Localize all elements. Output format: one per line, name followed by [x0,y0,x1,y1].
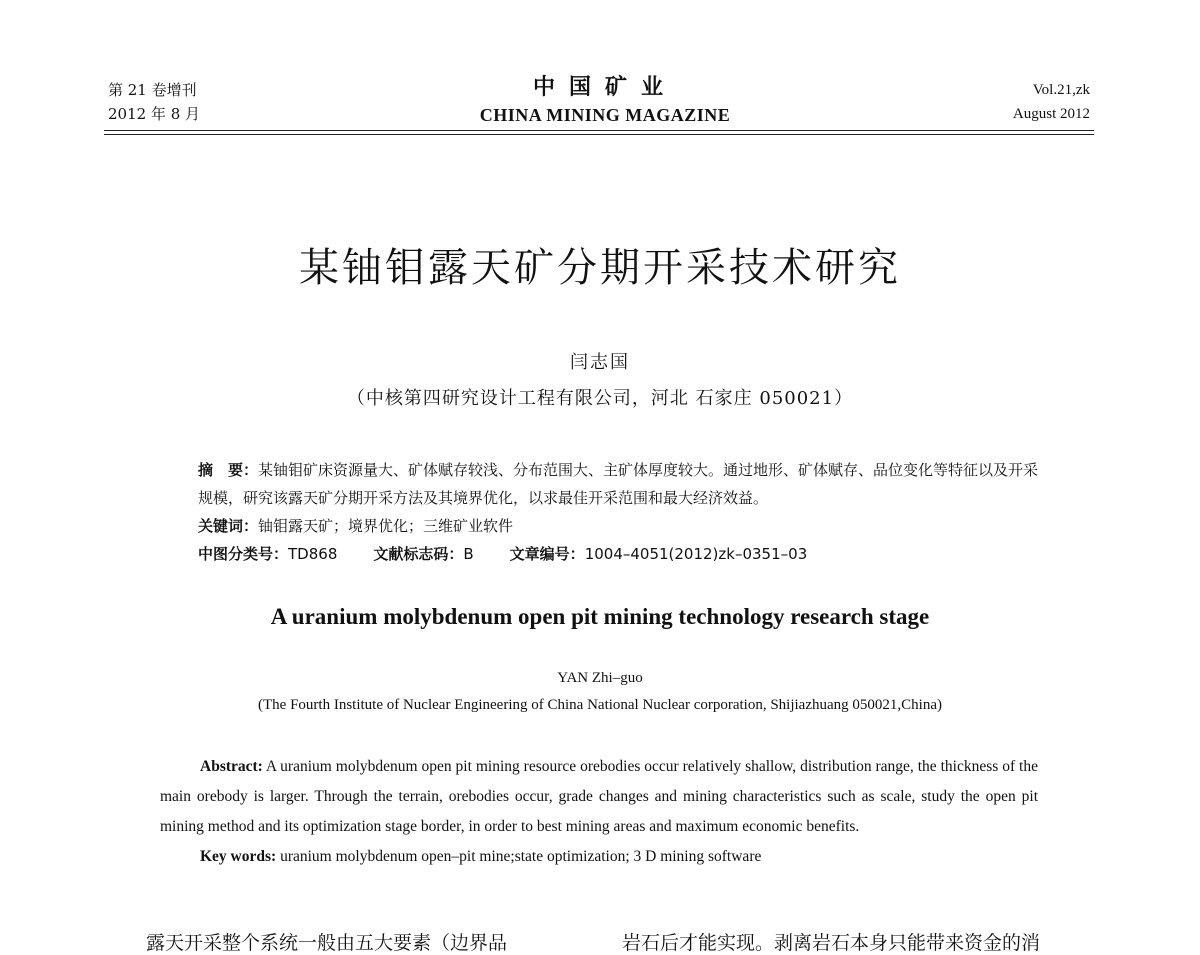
journal-name-en: CHINA MINING MAGAZINE [479,105,731,125]
doc-code-label: 文献标志码： [373,545,464,563]
clc-value: TD868 [288,545,338,563]
classification-line [160,540,1040,568]
abstract-cn-block [160,456,1040,568]
abstract-en [160,752,1038,842]
issue-date-cn: 2012 年 8 月 [108,105,201,123]
abstract-label-en: Abstract: [200,758,263,775]
issue-date-en: August 2012 [1012,106,1090,122]
keywords-label-en: Key words: [200,848,277,865]
header-left [108,78,200,126]
article-title-cn: 某铀钼露天矿分期开采技术研究 [299,245,901,291]
keywords-label-cn: 关键词： [198,517,259,535]
abstract-en-block [160,752,1038,872]
volume-label-en: Vol.21,zk [1032,82,1090,98]
author-cn: 闫志国 [570,352,630,373]
keywords-text-cn: 铀钼露天矿；境界优化；三维矿业软件 [258,517,514,535]
article-title-en: A uranium molybdenum open pit mining technology research stage [270,604,930,629]
abstract-cn [160,456,1040,512]
affiliation-en: (The Fourth Institute of Nuclear Engineering of China National Nuclear corporation, Shijiazhuang 050021,China) [258,697,942,713]
abstract-text-en: A uranium molybdenum open pit mining resource orebodies occur relatively shallow, distribution range, the thickness of the main orebody is larger. Through the terrain, orebodies occur, grade changes and mining characteristics such as scale, study the open pit mining method and its optimization stage border, in order to best mining areas and maximum economic benefits. [160,758,1038,835]
body-column-right-line: 岩石后才能实现。剥离岩石本身只能带来资金的消 [622,932,1041,954]
article-number-value: 1004–4051(2012)zk–0351–03 [584,545,808,563]
clc-label: 中图分类号： [198,545,289,563]
abstract-text-cn: 某铀钼矿床资源量大、矿体赋存较浅、分布范围大、主矿体厚度较大。通过地形、矿体赋存、品位变化等特征以及开采规模，研究该露天矿分期开采方法及其境界优化，以求最佳开采范围和最大经济效益。 [198,461,1039,507]
doc-code [373,545,473,563]
author-en: YAN Zhi–guo [557,670,643,686]
header-rule-thick [104,130,1094,131]
header-right [1013,78,1090,126]
journal-masthead [430,70,780,126]
affiliation-cn: （中核第四研究设计工程有限公司，河北 石家庄 050021） [346,388,854,409]
keywords-en [160,842,1038,872]
header-rule-thin [104,134,1094,135]
article-number [510,545,808,563]
doc-code-value: B [463,545,474,563]
abstract-label-cn: 摘 要： [198,461,259,479]
volume-label: 第 21 卷增刊 [108,81,197,99]
article-number-label: 文章编号： [509,545,585,563]
body-column-left-line: 露天开采整个系统一般由五大要素（边界品 [146,932,508,954]
keywords-cn [160,512,1040,540]
clc-code [198,545,337,563]
journal-name-cn: 中国矿业 [532,75,677,100]
keywords-text-en: uranium molybdenum open–pit mine;state optimization; 3 D mining software [276,848,762,865]
